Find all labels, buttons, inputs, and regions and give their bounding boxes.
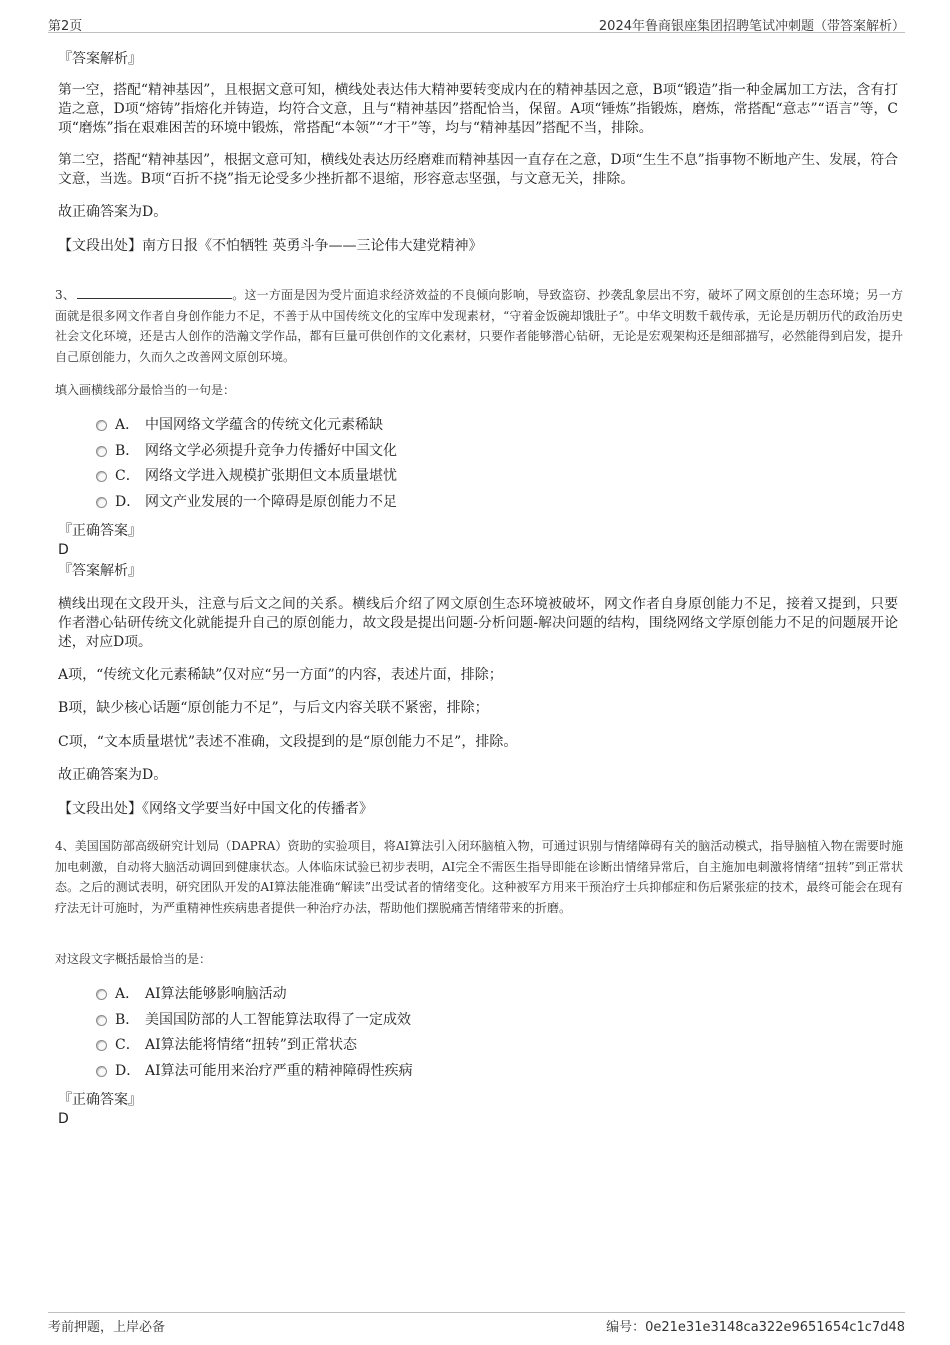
page-header bbox=[48, 14, 905, 33]
q4-passage bbox=[55, 836, 903, 918]
radio-icon[interactable] bbox=[96, 989, 107, 1000]
q3-passage bbox=[55, 285, 903, 367]
q4-option-d[interactable]: D． AI算法可能用来治疗严重的精神障碍性疾病 bbox=[96, 1060, 413, 1082]
q3-blank bbox=[77, 286, 232, 299]
q3-option-b[interactable]: B． 网络文学必须提升竞争力传播好中国文化 bbox=[96, 440, 397, 462]
q4-option-b[interactable]: B． 美国国防部的人工智能算法取得了一定成效 bbox=[96, 1009, 411, 1031]
q4-number: 4、 bbox=[55, 839, 75, 853]
q4-correct-answer: D bbox=[58, 1111, 69, 1127]
q3-conclusion: 故正确答案为D。 bbox=[58, 767, 168, 783]
q3-source: 【文段出处】《网络文学要当好中国文化的传播者》 bbox=[58, 801, 373, 817]
q4-prompt: 对这段文字概括最恰当的是： bbox=[55, 952, 212, 966]
radio-icon[interactable] bbox=[96, 471, 107, 482]
page-footer bbox=[48, 1312, 905, 1333]
radio-icon[interactable] bbox=[96, 1066, 107, 1077]
q3-eliminate-c: C项，“文本质量堪忧”表述不准确，文段提到的是“原创能力不足”，排除。 bbox=[58, 734, 518, 750]
footer-slogan: 考前押题，上岸必备 bbox=[48, 1320, 166, 1335]
q4-passage-text: 美国国防部高级研究计划局（DAPRA）资助的实验项目，将AI算法引入闭环脑植入物，可通过识别与情绪障碍有关的脑活动模式，指导脑植入物在需要时施加电刺激，自动将大脑活动调回到健康状态。人体临床试验已初步表明，AI完全不需医生指导即能在诊断出情绪异常后，自主施加电刺激将情绪“扭转”到正常状态。之后的测试表明，研究团队开发的AI算法能准确“解读”出受试者的情绪变化。这种被军方用来干预治疗士兵抑郁症和伤后紧张症的技术，最终可能会在现有疗法无计可施时，为严重精神性疾病患者提供一种治疗办法，帮助他们摆脱痛苦情绪带来的折磨。 bbox=[55, 839, 903, 915]
radio-icon[interactable] bbox=[96, 1040, 107, 1051]
q2-analysis-para2: 第二空，搭配“精神基因”，根据文意可知，横线处表达历经磨难而精神基因一直存在之意，D项“生生不息”指事物不断地产生、发展，符合文意，当选。B项“百折不挠”指无论受多少挫折都不退缩，形容意志坚强，与文意无关，排除。 bbox=[58, 152, 898, 187]
q2-conclusion: 故正确答案为D。 bbox=[58, 204, 168, 220]
q3-option-c[interactable]: C． 网络文学进入规模扩张期但文本质量堪忧 bbox=[96, 465, 397, 487]
q2-analysis-para1: 第一空，搭配“精神基因”，且根据文意可知，横线处表达伟大精神要转变成内在的精神基因之意，B项“锻造”指一种金属加工方法，含有打造之意，D项“熔铸”指熔化并铸造，均符合文意，且与“精神基因”搭配恰当，保留。A项“锤炼”指锻炼，磨炼，常搭配“意志”“语言”等，C项“磨炼”指在艰难困苦的环境中锻炼，常搭配“本领”“才干”等，均与“精神基因”搭配不当，排除。 bbox=[58, 82, 898, 136]
q4-option-c[interactable]: C． AI算法能将情绪“扭转”到正常状态 bbox=[96, 1034, 357, 1056]
q3-prompt: 填入画横线部分最恰当的一句是： bbox=[55, 383, 236, 397]
q3-option-a[interactable]: A． 中国网络文学蕴含的传统文化元素稀缺 bbox=[96, 414, 383, 436]
q3-eliminate-a: A项，“传统文化元素稀缺”仅对应“另一方面”的内容，表述片面，排除； bbox=[58, 667, 503, 683]
page-number: 第2页 bbox=[48, 19, 83, 34]
radio-icon[interactable] bbox=[96, 497, 107, 508]
q3-correct-answer: D bbox=[58, 542, 69, 558]
q4-correct-heading: 『正确答案』 bbox=[58, 1092, 142, 1108]
radio-icon[interactable] bbox=[96, 420, 107, 431]
q3-correct-heading: 『正确答案』 bbox=[58, 523, 142, 539]
radio-icon[interactable] bbox=[96, 446, 107, 457]
q3-analysis-heading: 『答案解析』 bbox=[58, 563, 142, 579]
document-title: 2024年鲁商银座集团招聘笔试冲刺题（带答案解析） bbox=[598, 19, 905, 34]
q3-analysis: 横线出现在文段开头，注意与后文之间的关系。横线后介绍了网文原创生态环境被破坏，网文作者自身原创能力不足，接着又提到，只要作者潜心钻研传统文化就能提升自己的原创能力，故文段是提出问题-分析问题-解决问题的结构，围绕网络文学原创能力不足的问题展开论述，对应D项。 bbox=[58, 596, 898, 650]
footer-serial: 编号：0e21e31e3148ca322e9651654c1c7d48 bbox=[606, 1320, 905, 1335]
q3-passage-text: 。这一方面是因为受片面追求经济效益的不良倾向影响，导致盗窃、抄袭乱象层出不穷，破坏了网文原创的生态环境；另一方面就是很多网文作者自身创作能力不足，不善于从中国传统文化的宝库中发现素材，“守着金饭碗却饿肚子”。中华文明数千载传承，无论是历朝历代的政治历史社会文化环境，还是古人创作的浩瀚文学作品，都有巨量可供创作的文化素材，只要作者能够潜心钻研，无论是宏观架构还是细部描写，必然能得到启发，提升自己原创能力，久而久之改善网文原创环境。 bbox=[55, 288, 903, 364]
q2-source: 【文段出处】南方日报《不怕牺牲 英勇斗争——三论伟大建党精神》 bbox=[58, 238, 483, 254]
q3-option-d[interactable]: D． 网文产业发展的一个障碍是原创能力不足 bbox=[96, 491, 397, 513]
q2-analysis-heading: 『答案解析』 bbox=[58, 51, 142, 67]
q4-option-a[interactable]: A． AI算法能够影响脑活动 bbox=[96, 983, 287, 1005]
q3-number: 3、 bbox=[55, 288, 76, 302]
radio-icon[interactable] bbox=[96, 1015, 107, 1026]
q3-eliminate-b: B项，缺少核心话题“原创能力不足”，与后文内容关联不紧密，排除； bbox=[58, 700, 489, 716]
